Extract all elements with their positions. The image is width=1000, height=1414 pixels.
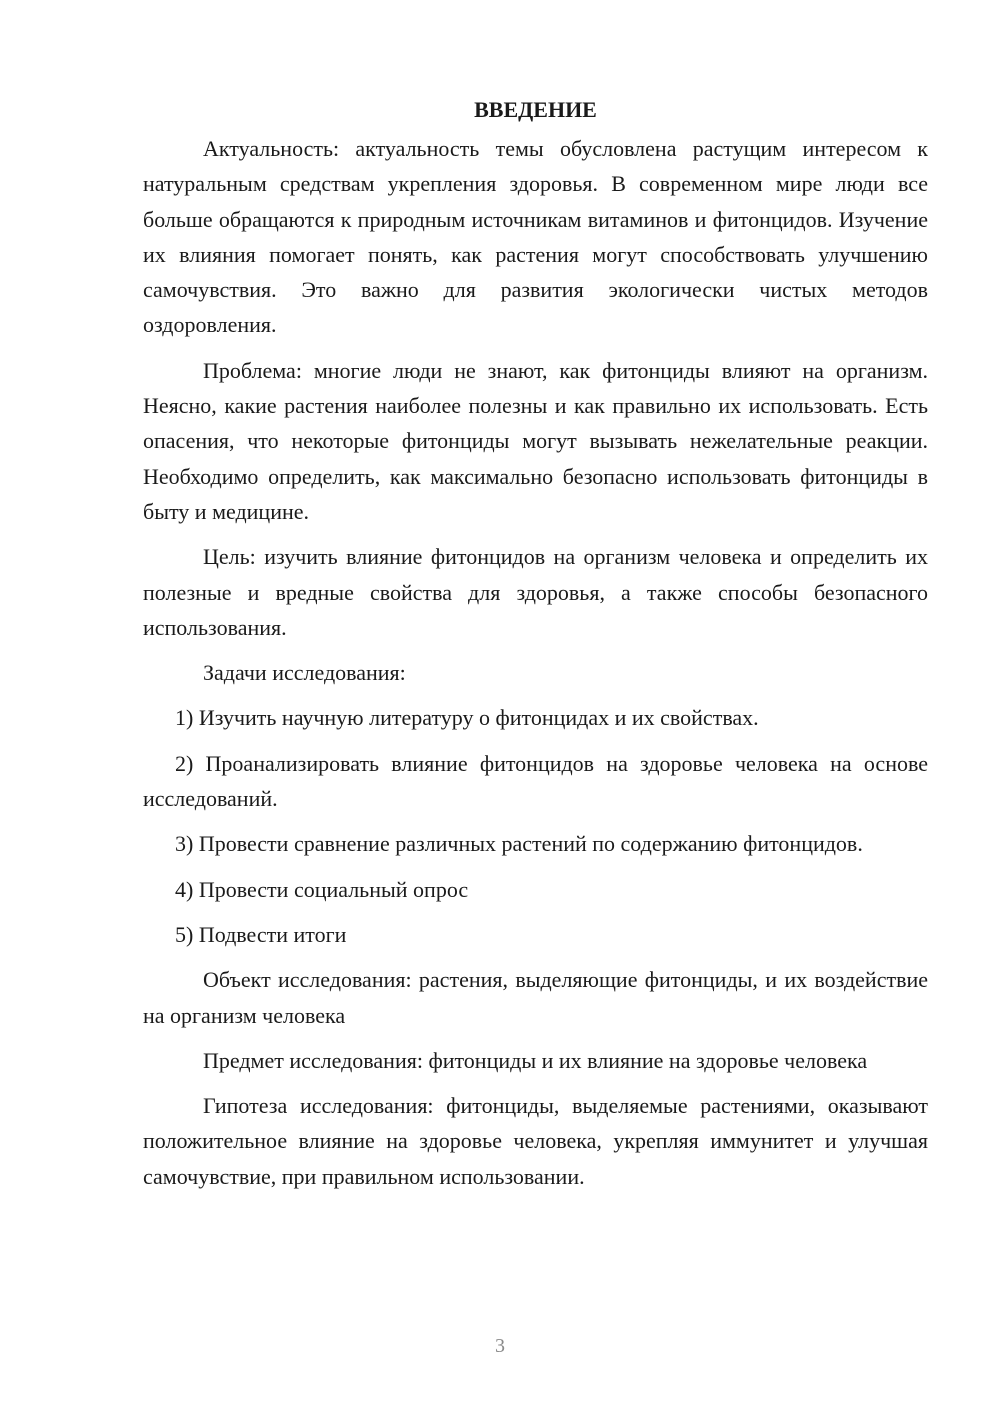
task-item-4: 4) Провести социальный опрос (175, 876, 469, 902)
hypothesis-paragraph: Гипотеза исследования: фитонциды, выделяемые растениями, оказывают положительное влияние на здоровье человека, укрепляя иммунитет и улучшая самочувствие, при правильном использовании. (143, 1093, 928, 1189)
document-page (143, 92, 928, 1204)
tasks-heading: Задачи исследования: (203, 660, 406, 686)
task-item-2: 2) Проанализировать влияние фитонцидов на здоровье человека на основе исследований. (143, 750, 928, 812)
page-number: 3 (495, 1335, 505, 1357)
relevance-paragraph: Актуальность: актуальность темы обусловлена растущим интересом к натуральным средствам укрепления здоровья. В современном мире люди все больше обращаются к природным источникам витаминов и фитонцидов. Изучение их влияния помогает понять, как растения могут способствовать улучшению самочувствия. Это важно для развития экологически чистых методов оздоровления. (143, 136, 928, 338)
task-item-1: 1) Изучить научную литературу о фитонцидах и их свойствах. (175, 705, 759, 731)
task-item-5: 5) Подвести итоги (175, 921, 347, 947)
object-paragraph: Объект исследования: растения, выделяющие фитонциды, и их воздействие на организм человека (143, 967, 928, 1028)
task-item-3: 3) Провести сравнение различных растений по содержанию фитонцидов. (175, 831, 863, 857)
subject-paragraph: Предмет исследования: фитонциды и их влияние на здоровье человека (203, 1047, 868, 1073)
problem-paragraph: Проблема: многие люди не знают, как фитонциды влияют на организм. Неясно, какие растения наиболее полезны и как правильно их использовать. Есть опасения, что некоторые фитонциды могут вызывать нежелательные реакции. Необходимо определить, как максимально безопасно использовать фитонциды в быту и медицине. (143, 357, 928, 524)
page-title: ВВЕДЕНИЕ (474, 97, 597, 122)
goal-paragraph: Цель: изучить влияние фитонцидов на организм человека и определить их полезные и вредные свойства для здоровья, а также способы безопасного использования. (143, 544, 928, 640)
